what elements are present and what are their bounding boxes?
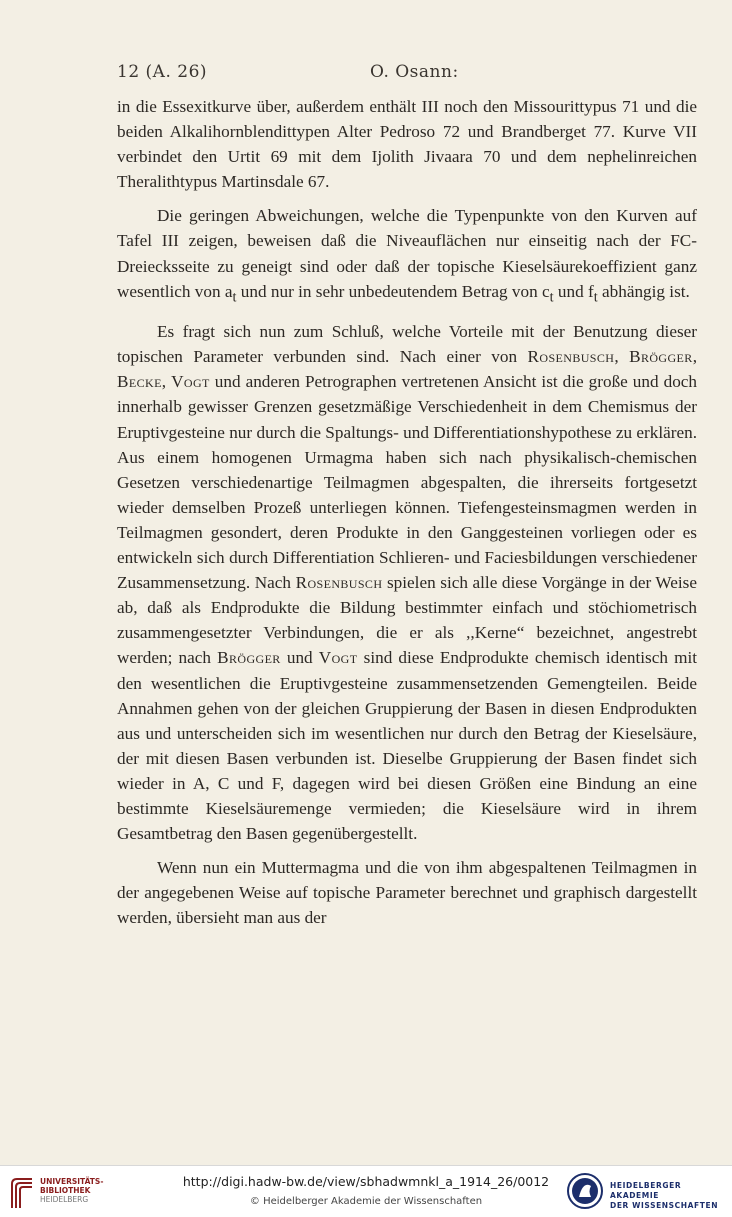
author-name: Brögger xyxy=(629,347,693,367)
author-heading: O. Osann: xyxy=(370,62,459,82)
author-name: Vogt xyxy=(171,372,210,392)
paragraph-1: in die Essexitkurve über, außerdem enthält III noch den Missourittypus 71 und die beiden Alkalihornblendittypen Alter Pedroso 72 und Brandberget 77. Kurve VII verbindet den Urtit 69 mit dem Ijolith Jivaara 70 und dem nephelinreichen Theralithtypus Martinsdale 67. xyxy=(117,97,697,192)
academy-seal-icon[interactable] xyxy=(566,1171,604,1211)
author-name: Brögger xyxy=(217,648,281,668)
author-name: Becke xyxy=(117,372,162,392)
paragraph-3: Es fragt sich nun zum Schluß, welche Vorteile mit der Benutzung dieser topischen Parameter verbunden sind. Nach einer von Rosenbusch, Brögger, Becke, Vogt und anderen Petrographen vertretenen Ansicht ist die große und doch innerhalb gewisser Grenzen gesetzmäßige Verschiedenheit in dem Chemismus der Eruptivgesteine nur durch die Spaltungs- und Differentiationshypothese zu erklären. Aus einem homogenen Urmagma haben sich nach physikalisch-chemischen Gesetzen verschiedenartige Teilmagmen abgespalten, die ihrerseits fortgesetzt wieder demselben Prozeß unterliegen können. Tiefengesteinsmagmen werden in Teilmagmen gesondert, deren Produkte in den Ganggesteinen vorliegen oder es entwickeln sich durch Differentiation Schlieren- und Faciesbildungen verschiedener Zusammensetzung. Nach Rosenbusch spielen sich alle diese Vorgänge in der Weise ab, daß als Endprodukte die Bildung bestimmter einfach und stöchiometrisch zusammengesetzter Verbindungen, die er als ,,Kerne“ bezeichnet, angestrebt werden; nach Brögger und Vogt sind diese Endprodukte chemisch identisch mit den wesentlichen die Eruptivgesteine zusammensetzenden Gemengteilen. Beide Annahmen gehen von der gleichen Gruppierung der Basen in diesen Endprodukten aus und unterscheiden sich im wesentlichen nur durch den Betrag der Kieselsäure, der mit diesen Basen verbunden ist. Dieselbe Gruppierung der Basen findet sich wieder in A, C und F, dagegen wird bei diesen Größen eine Bindung an eine bestimmte Kieselsäuremenge vermieden; die Kieselsäure wird in ihrem Gesamtbetrag den Basen gegenübergestellt. xyxy=(117,322,698,844)
paragraph-2: Die geringen Abweichungen, welche die Typenpunkte von den Kurven auf Tafel III zeigen, beweisen daß die Niveauflächen nur einseitig nach der FC-Dreiecksseite zu geneigt sind oder daß der topische Kieselsäurekoeffizient ganz wesentlich von $a_t$ und nur in sehr unbedeutendem Betrag von $c_t$ und $f_t$ abhängig ist. xyxy=(117,206,697,306)
footer-bar xyxy=(0,1165,732,1217)
author-name: Vogt xyxy=(318,648,358,668)
permalink-url[interactable]: http://digi.hadw-bw.de/view/sbhadwmnkl_a_1914_26/0012 xyxy=(182,1174,550,1189)
paragraph-4: Wenn nun ein Muttermagma und die von ihm abgespaltenen Teilmagmen in der angegebenen Weise auf topische Parameter berechnet und graphisch dargestellt werden, übersieht man aus der xyxy=(117,858,697,928)
page-number: 12 (A. 26) xyxy=(117,62,208,82)
author-name: Rosenbusch xyxy=(527,347,615,367)
body-text xyxy=(117,94,697,930)
academy-name: HEIDELBERGER AKADEMIE DER WISSENSCHAFTEN xyxy=(610,1181,719,1210)
author-name: Rosenbusch xyxy=(295,573,383,593)
copyright-notice: © Heidelberger Akademie der Wissenschaften xyxy=(249,1196,483,1207)
university-library-name: UNIVERSITÄTS- BIBLIOTHEK HEIDELBERG xyxy=(40,1177,104,1204)
